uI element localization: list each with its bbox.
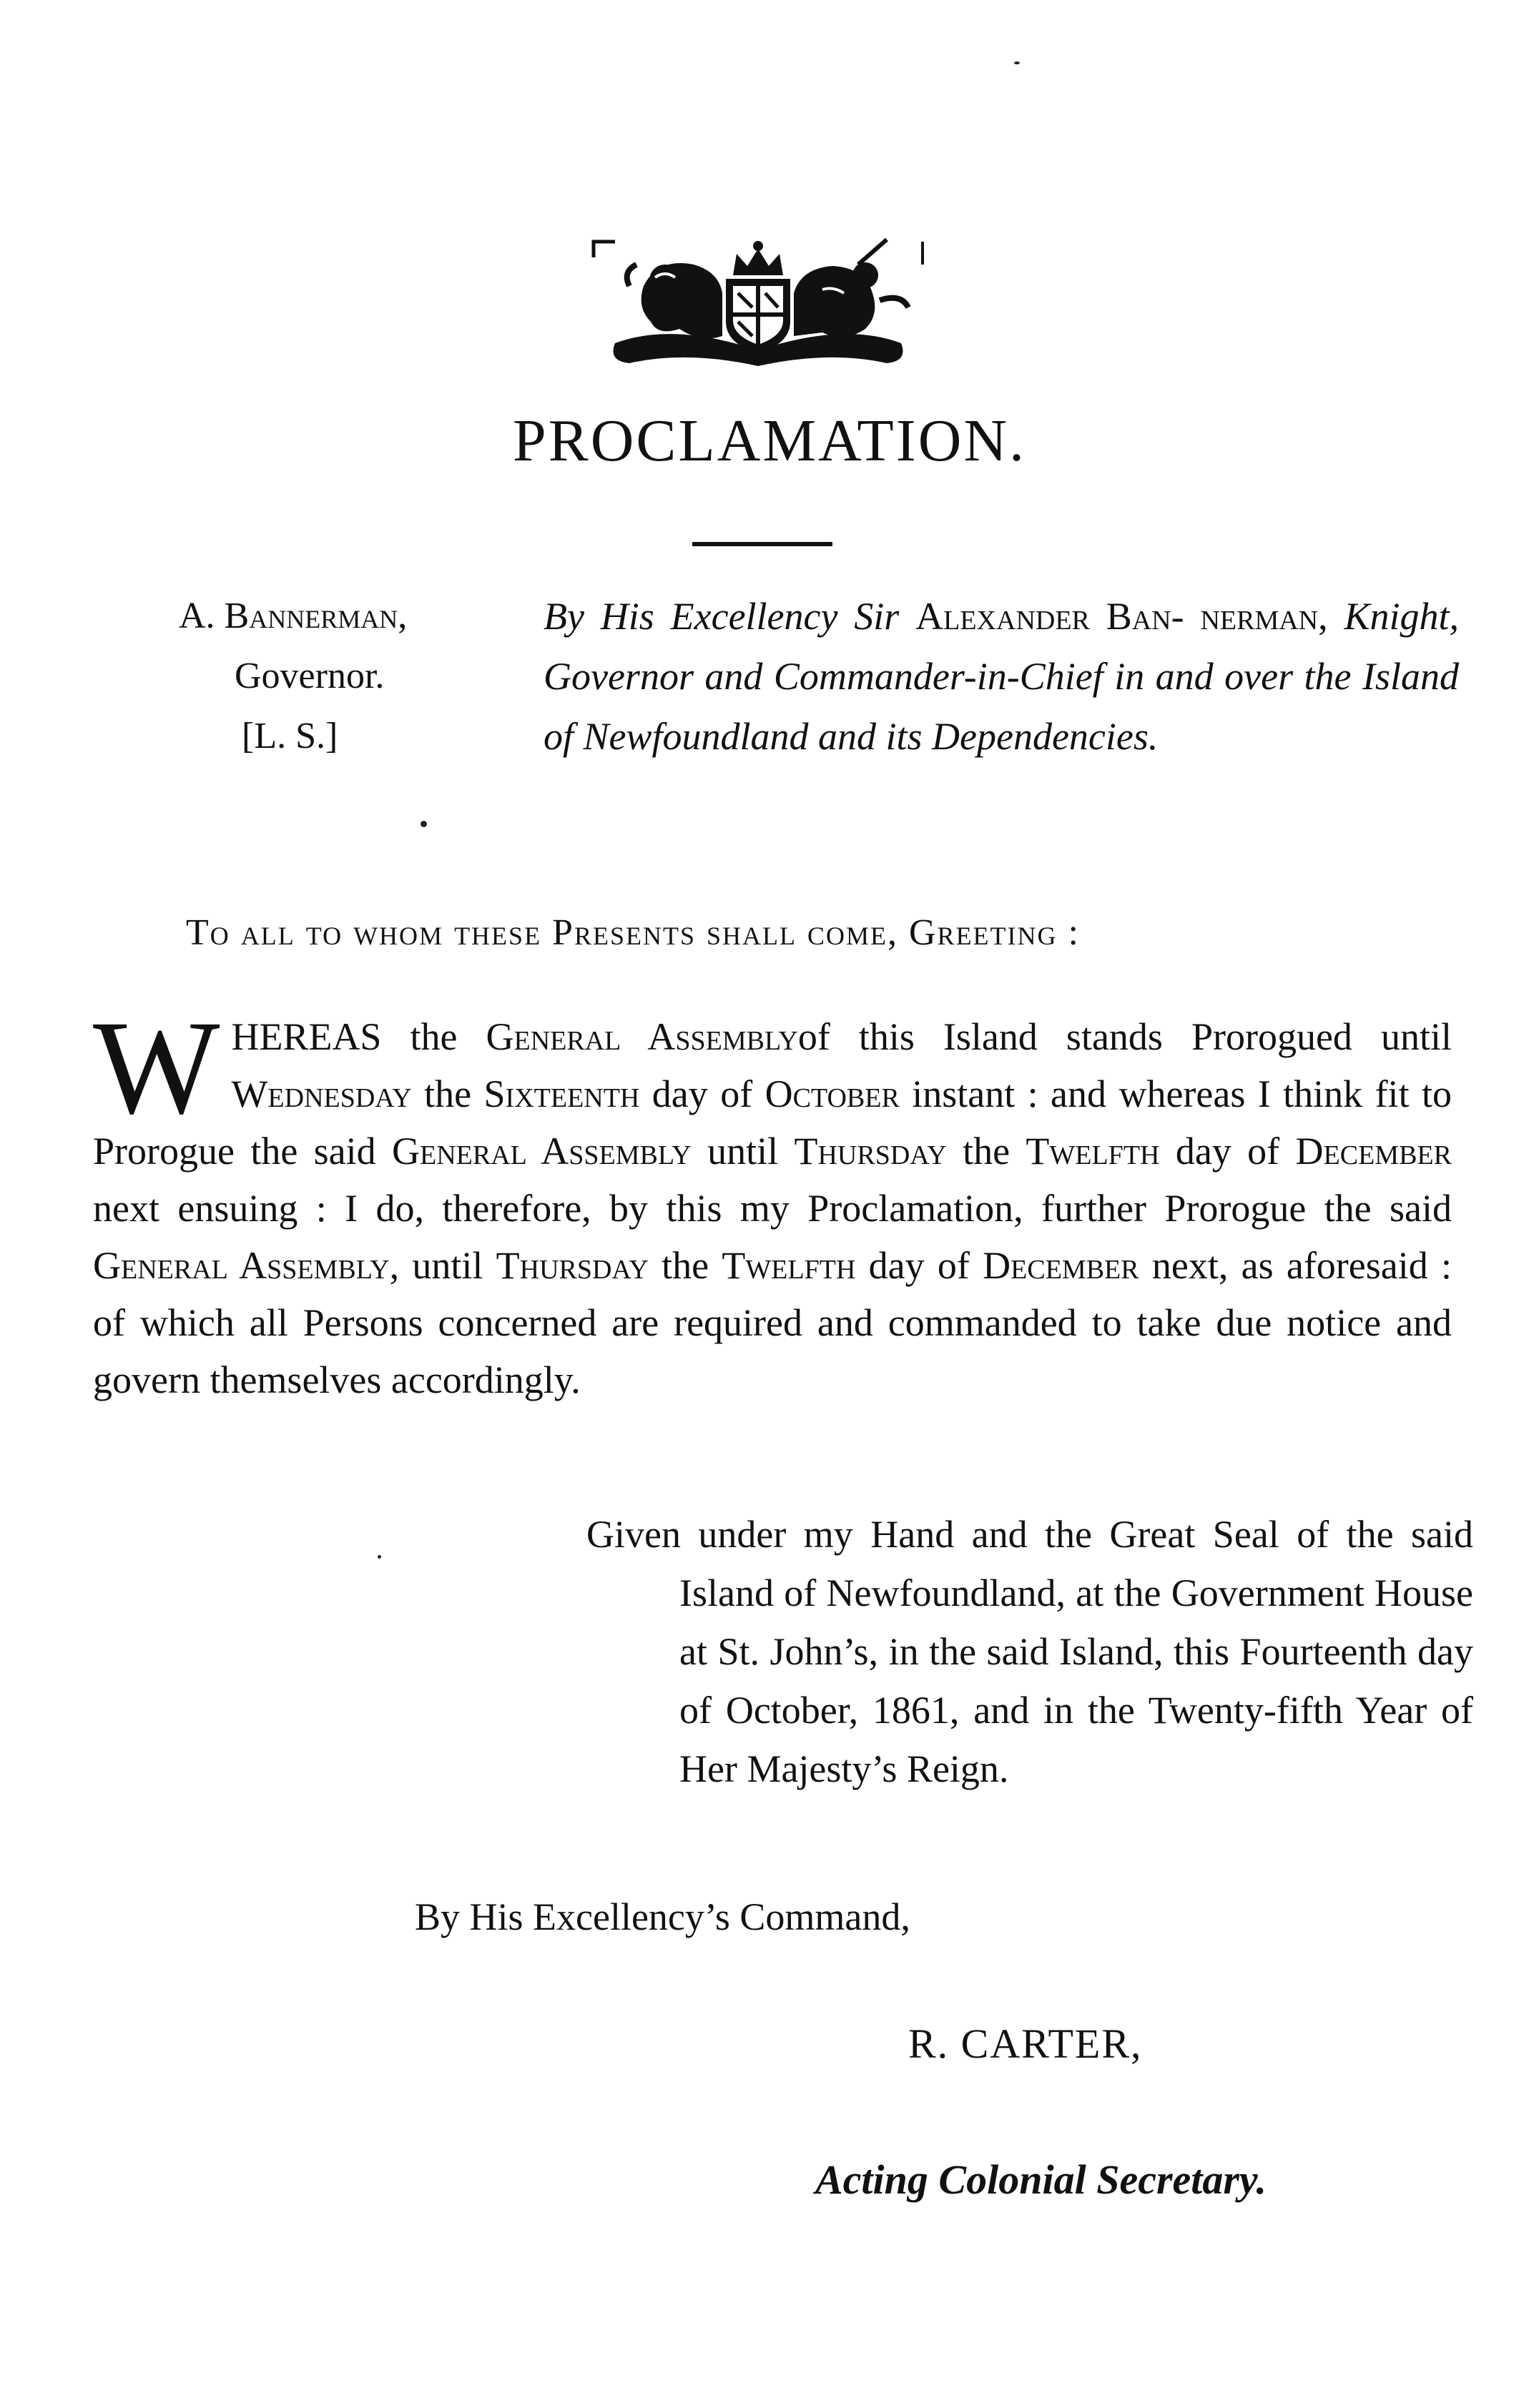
- body-text-segment: the: [648, 1244, 722, 1287]
- body-text-smallcaps: Wednesday: [231, 1072, 412, 1115]
- body-text-smallcaps: Thursday: [794, 1130, 947, 1173]
- seal-mark: [L. S.]: [242, 716, 338, 756]
- body-text-smallcaps: Twelfth: [1026, 1130, 1160, 1173]
- signatory-title: Acting Colonial Secretary.: [815, 2156, 1267, 2203]
- body-text-segment: until: [691, 1130, 795, 1173]
- body-text-segment: , until: [389, 1244, 496, 1287]
- greeting-line: To all to whom these Presents shall come, Greeting :: [186, 912, 1080, 953]
- authority-rest: Knight, Governor and Commander-in-Chief in and over the Island of Newfoundland and its Dependencies.: [544, 595, 1460, 758]
- body-text-segment: next, as aforesaid : of which all Persons concerned are required and commanded to take due notice and govern themselves accordingly.: [93, 1244, 1452, 1401]
- body-text-smallcaps: Sixteenth: [483, 1072, 640, 1115]
- by-command-line: By His Excellency’s Command,: [415, 1895, 910, 1938]
- body-text-smallcaps: General Assembly: [392, 1130, 692, 1173]
- governor-margin-note: [179, 586, 508, 766]
- print-speck: [1014, 61, 1020, 64]
- drop-cap: W: [93, 992, 220, 1142]
- body-text-segment: next ensuing : I do, therefore, by this my Proclamation, further Prorogue the said: [93, 1187, 1452, 1230]
- body-text-segment: HEREAS the: [231, 1015, 486, 1058]
- body-text-segment: day of: [639, 1072, 765, 1115]
- body-text-segment: the: [946, 1130, 1026, 1173]
- body-text-smallcaps: General Assembly: [486, 1015, 798, 1058]
- authority-name-part2: nerman,: [1200, 595, 1328, 638]
- body-text-segment: instant : and whereas I think fit to Prorogue the said: [93, 1072, 1452, 1173]
- body-text-smallcaps: December: [983, 1244, 1139, 1287]
- body-text-smallcaps: December: [1295, 1130, 1452, 1173]
- body-text-smallcaps: General Assembly: [93, 1244, 390, 1287]
- governor-name: A. Bannerman,: [179, 596, 408, 636]
- body-text-segment: the: [411, 1072, 484, 1115]
- title-divider: [692, 542, 832, 546]
- authority-by: By: [544, 595, 584, 638]
- authority-statement: [544, 586, 1459, 766]
- authority-his-excellency: His Excellency Sir: [600, 595, 900, 638]
- page-title: PROCLAMATION.: [512, 408, 1027, 474]
- body-text-smallcaps: Thursday: [496, 1244, 649, 1287]
- print-speck: [421, 821, 427, 827]
- royal-coat-of-arms-icon: [586, 236, 930, 372]
- given-text: Given under my Hand and the Great Seal of the said Island of Newfoundland, at the Government House at St. John’s, in the said Island, this Fourteenth day of October, 1861, and in the Twenty-fifth Year of Her Majesty’s Reign.: [586, 1513, 1473, 1790]
- body-text-segment: of this Island stands Prorogued until: [797, 1015, 1452, 1058]
- authority-name-part1: Alexander Ban-: [915, 595, 1184, 638]
- signatory-name: R. CARTER,: [908, 2020, 1143, 2067]
- body-text-smallcaps: October: [764, 1072, 900, 1115]
- body-text-segment: day of: [855, 1244, 983, 1287]
- body-text-segment: day of: [1159, 1130, 1296, 1173]
- body-text-smallcaps: Twelfth: [722, 1244, 856, 1287]
- proclamation-body: [93, 992, 1452, 1408]
- governor-office: Governor.: [235, 656, 385, 696]
- given-under-hand-clause: [586, 1505, 1473, 1798]
- print-speck: [378, 1555, 381, 1559]
